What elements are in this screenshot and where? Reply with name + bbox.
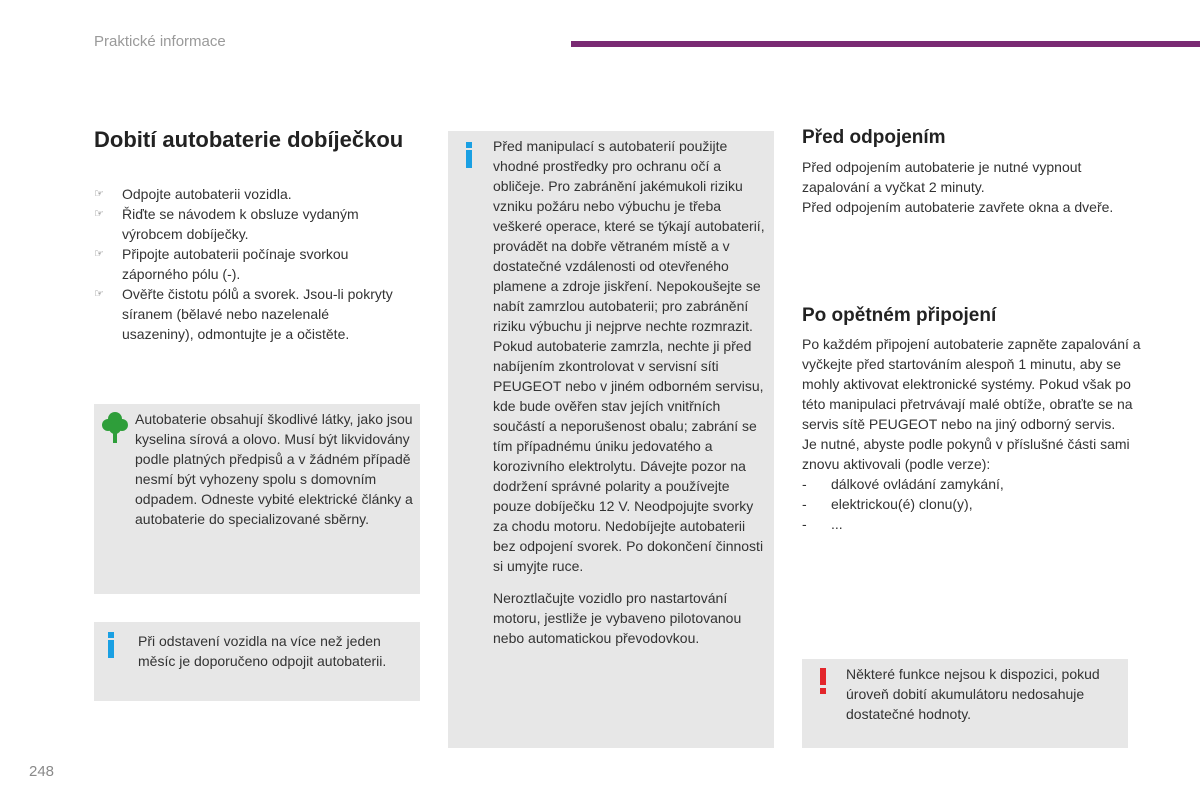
list-item (94, 184, 394, 204)
list-item (94, 244, 394, 284)
environment-note-box (94, 404, 420, 594)
info-icon (464, 142, 474, 168)
section-header-title: Praktické informace (94, 33, 226, 50)
warning-note-text: Některé funkce nejsou k dispozici, pokud úroveň dobití akumulátoru nedosahuje dostatečné hodnoty. (846, 666, 1100, 722)
warning-exclamation-icon (818, 668, 828, 694)
list-item-text: dálkové ovládání zamykání, (831, 476, 1004, 492)
page-title: Dobití autobaterie dobíječkou (94, 127, 404, 152)
list-item-text: elektrickou(é) clonu(y), (831, 496, 973, 512)
step-text: Ověřte čistotu pólů a svorek. Jsou-li pokryty síranem (bělavé nebo nazelenalé usazeniny), odmontujte je a očistěte. (122, 286, 393, 342)
dash-bullet: - (802, 496, 807, 512)
after-reconnect-paragraph: Po každém připojení autobaterie zapněte zapalování a vyčkejte před startováním alespoň 1 minutu, aby se mohly aktivovat elektronické systémy. Pokud však po této manipulaci přetrvávají malé obtíže, obraťte se na servis sítě PEUGEOT nebo na jiný odborný servis. (802, 336, 1141, 432)
pointing-hand-icon: ☞ (94, 188, 104, 200)
info-icon (106, 632, 116, 658)
after-reconnect-intro: Je nutné, abyste podle pokynů v příslušné části sami znovu aktivovali (podle verze): (802, 436, 1130, 472)
safety-info-box (448, 131, 774, 748)
dash-bullet: - (802, 516, 807, 532)
pointing-hand-icon: ☞ (94, 208, 104, 220)
list-item (802, 514, 1147, 534)
step-text: Odpojte autobaterii vozidla. (122, 186, 292, 202)
before-disconnect-heading: Před odpojením (802, 127, 946, 148)
safety-info-text (493, 136, 768, 648)
step-text: Řiďte se návodem k obsluze vydaným výrobcem dobíječky. (122, 206, 359, 242)
after-reconnect-text (802, 334, 1147, 534)
pointing-hand-icon: ☞ (94, 288, 104, 300)
tree-icon (102, 410, 128, 444)
pointing-hand-icon: ☞ (94, 248, 104, 260)
push-start-paragraph: Neroztlačujte vozidlo pro nastartování motoru, jestliže je vybaveno pilotovanou nebo automatickou převodovkou. (493, 590, 742, 646)
environment-note-text: Autobaterie obsahují škodlivé látky, jako jsou kyselina sírová a olovo. Musí být likvidovány podle platných předpisů a v žádném případě nesmí být vyhozeny spolu s domovním odpadem. Odneste vybité elektrické články a autobaterie do specializované sběrny. (135, 411, 413, 527)
reactivation-list (802, 474, 1147, 534)
page-number: 248 (29, 763, 55, 780)
steps-list (94, 184, 394, 344)
before-disconnect-line: Před odpojením autobaterie je nutné vypnout zapalování a vyčkat 2 minuty. (802, 159, 1082, 195)
step-text: Připojte autobaterii počínaje svorkou záporného pólu (-). (122, 246, 349, 282)
before-disconnect-line: Před odpojením autobaterie zavřete okna a dveře. (802, 199, 1114, 215)
list-item (94, 284, 394, 344)
warning-note-box (802, 659, 1128, 748)
list-item (94, 204, 394, 244)
header-accent-bar (571, 41, 1200, 47)
after-reconnect-heading: Po opětném připojení (802, 305, 997, 326)
list-item (802, 494, 1147, 514)
before-disconnect-text (802, 157, 1147, 217)
dash-bullet: - (802, 476, 807, 492)
list-item-text: ... (831, 516, 843, 532)
list-item (802, 474, 1147, 494)
info-note-box-storage (94, 622, 420, 701)
info-note-text: Při odstavení vozidla na více než jeden měsíc je doporučeno odpojit autobaterii. (138, 633, 387, 669)
safety-paragraph: Před manipulací s autobaterií použijte vhodné prostředky pro ochranu očí a obličeje. Pro zabránění jakémukoli riziku vzniku požáru nebo výbuchu je třeba veškeré operace, které se týkají autobaterií, provádět na dobře větraném místě a v dostatečné vzdálenosti od otevřeného plamene a zdroje jiskření. Nepokoušejte se nabít zamrzlou autobaterii; pro zabránění riziku výbuchu ji nejprve nechte rozmrazit. Pokud autobaterie zamrzla, nechte ji před nabíjením zkontrolovat v servisní síti PEUGEOT nebo v jiném odborném servisu, kde bude ověřen stav jejích vnitřních součástí a neporušenost obalu; zabrání se tím případnému úniku jedovatého a korozivního elektrolytu. Dávejte pozor na dodržení správné polarity a používejte pouze dobíječku 12 V. Neodpojujte svorky za chodu motoru. Nedobíjejte autobaterii bez odpojení svorek. Po dokončení činnosti si umyjte ruce. (493, 138, 765, 574)
